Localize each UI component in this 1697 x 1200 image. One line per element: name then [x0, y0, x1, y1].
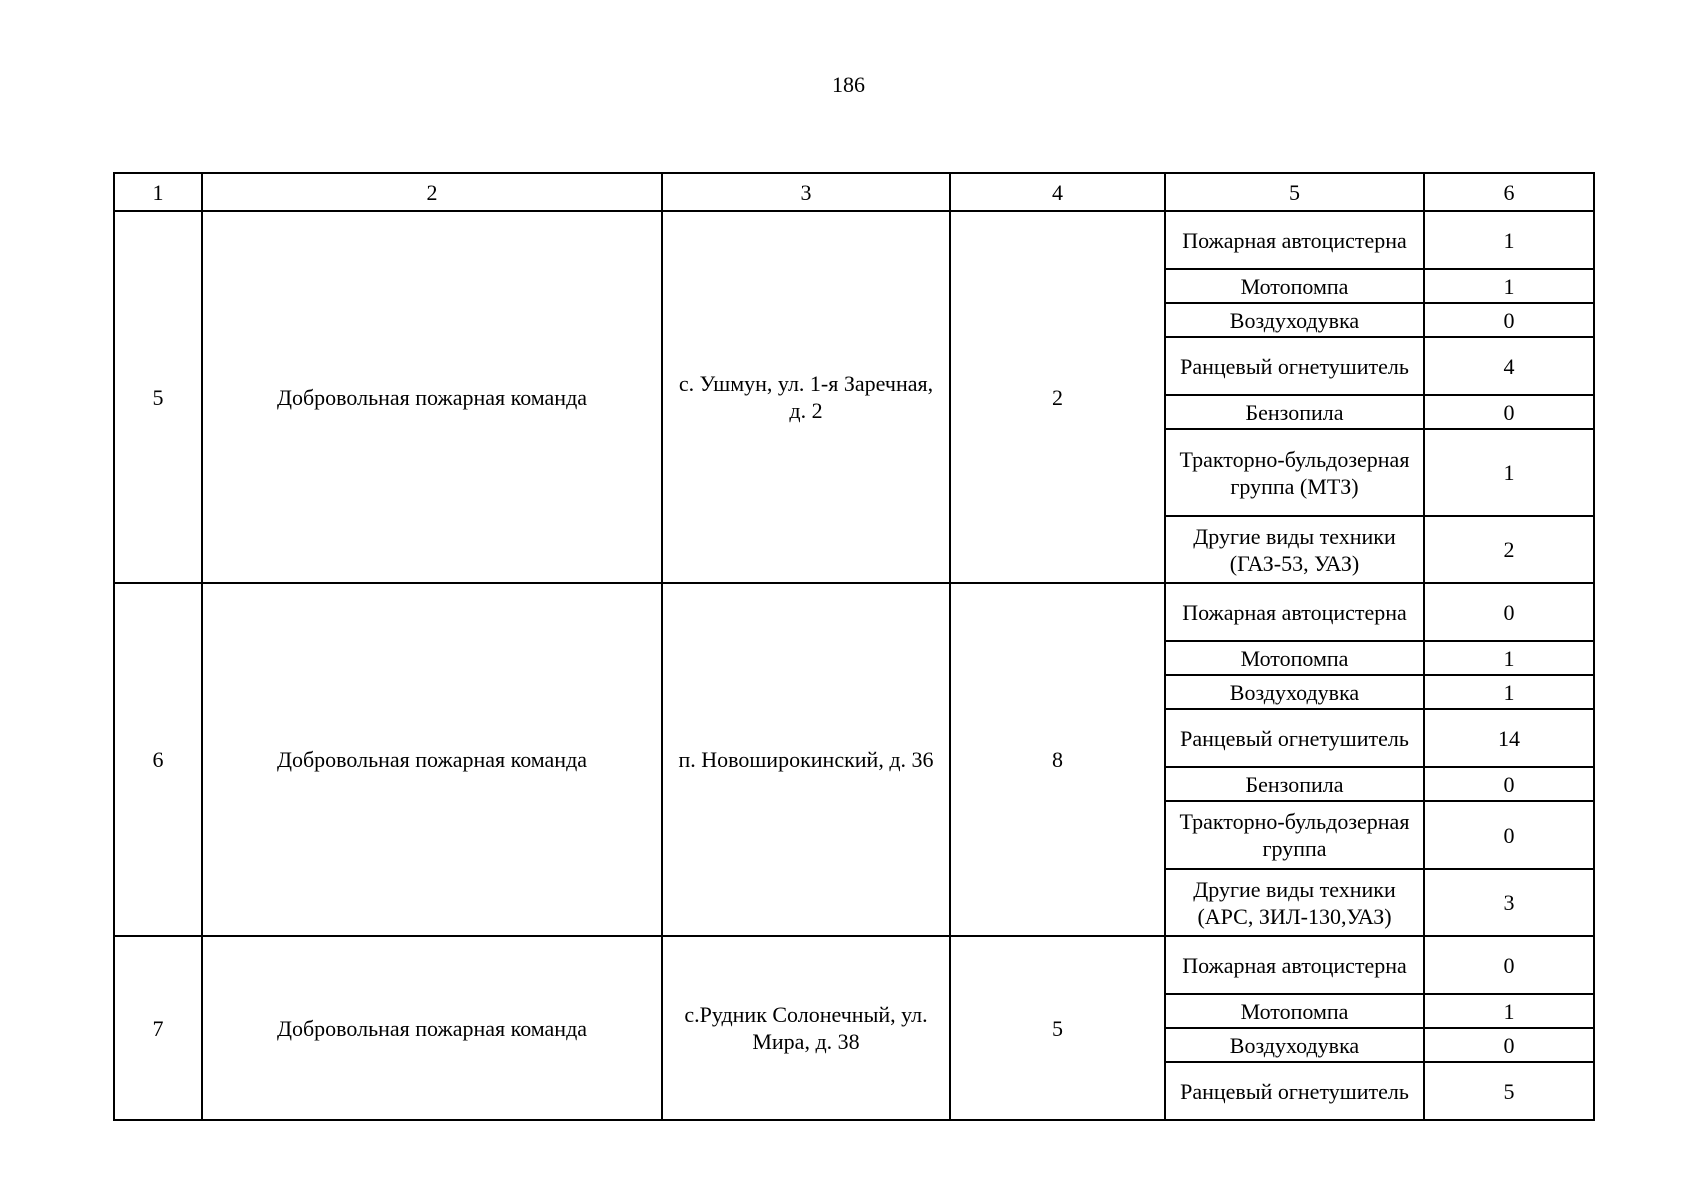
- equipment-cell: Тракторно-бульдозерная группа (МТЗ): [1165, 429, 1424, 516]
- quantity-cell: 5: [1424, 1062, 1594, 1120]
- quantity-cell: 1: [1424, 429, 1594, 516]
- table-row: [114, 583, 1594, 641]
- quantity-cell: 14: [1424, 709, 1594, 767]
- quantity-cell: 0: [1424, 936, 1594, 994]
- equipment-cell: Пожарная автоцистерна: [1165, 211, 1424, 269]
- address-cell: с. Ушмун, ул. 1-я Заречная, д. 2: [662, 211, 950, 583]
- table-row: [114, 211, 1594, 269]
- header-cell-5: 5: [1165, 173, 1424, 211]
- personnel-count-cell: 8: [950, 583, 1165, 936]
- team-name-cell: Добровольная пожарная команда: [202, 211, 662, 583]
- quantity-cell: 0: [1424, 801, 1594, 869]
- row-number-cell: 5: [114, 211, 202, 583]
- quantity-cell: 2: [1424, 516, 1594, 583]
- header-cell-3: 3: [662, 173, 950, 211]
- quantity-cell: 0: [1424, 395, 1594, 429]
- page-number: 186: [832, 72, 865, 97]
- equipment-cell: Мотопомпа: [1165, 269, 1424, 303]
- address-cell: п. Новоширокинский, д. 36: [662, 583, 950, 936]
- quantity-cell: 0: [1424, 303, 1594, 337]
- equipment-cell: Бензопила: [1165, 395, 1424, 429]
- personnel-count-cell: 5: [950, 936, 1165, 1120]
- equipment-cell: Воздуходувка: [1165, 1028, 1424, 1062]
- row-number-cell: 6: [114, 583, 202, 936]
- equipment-cell: Бензопила: [1165, 767, 1424, 801]
- quantity-cell: 1: [1424, 641, 1594, 675]
- quantity-cell: 4: [1424, 337, 1594, 395]
- equipment-cell: Пожарная автоцистерна: [1165, 583, 1424, 641]
- equipment-cell: Ранцевый огнетушитель: [1165, 1062, 1424, 1120]
- equipment-cell: Мотопомпа: [1165, 994, 1424, 1028]
- header-cell-4: 4: [950, 173, 1165, 211]
- equipment-cell: Мотопомпа: [1165, 641, 1424, 675]
- quantity-cell: 1: [1424, 675, 1594, 709]
- equipment-cell: Воздуходувка: [1165, 303, 1424, 337]
- row-number-cell: 7: [114, 936, 202, 1120]
- table-body: [114, 173, 1594, 1120]
- quantity-cell: 1: [1424, 994, 1594, 1028]
- address-cell: с.Рудник Солонечный, ул. Мира, д. 38: [662, 936, 950, 1120]
- quantity-cell: 0: [1424, 583, 1594, 641]
- table-row: [114, 936, 1594, 994]
- team-name-cell: Добровольная пожарная команда: [202, 936, 662, 1120]
- header-cell-6: 6: [1424, 173, 1594, 211]
- equipment-cell: Ранцевый огнетушитель: [1165, 337, 1424, 395]
- header-cell-1: 1: [114, 173, 202, 211]
- personnel-count-cell: 2: [950, 211, 1165, 583]
- equipment-cell: Пожарная автоцистерна: [1165, 936, 1424, 994]
- equipment-cell: Другие виды техники (ГАЗ-53, УАЗ): [1165, 516, 1424, 583]
- header-cell-2: 2: [202, 173, 662, 211]
- quantity-cell: 0: [1424, 1028, 1594, 1062]
- equipment-cell: Другие виды техники (АРС, ЗИЛ-130,УАЗ): [1165, 869, 1424, 936]
- equipment-cell: Ранцевый огнетушитель: [1165, 709, 1424, 767]
- equipment-cell: Воздуходувка: [1165, 675, 1424, 709]
- equipment-cell: Тракторно-бульдозерная группа: [1165, 801, 1424, 869]
- equipment-table: [113, 172, 1595, 1121]
- quantity-cell: 1: [1424, 211, 1594, 269]
- header-row: [114, 173, 1594, 211]
- team-name-cell: Добровольная пожарная команда: [202, 583, 662, 936]
- quantity-cell: 3: [1424, 869, 1594, 936]
- quantity-cell: 0: [1424, 767, 1594, 801]
- quantity-cell: 1: [1424, 269, 1594, 303]
